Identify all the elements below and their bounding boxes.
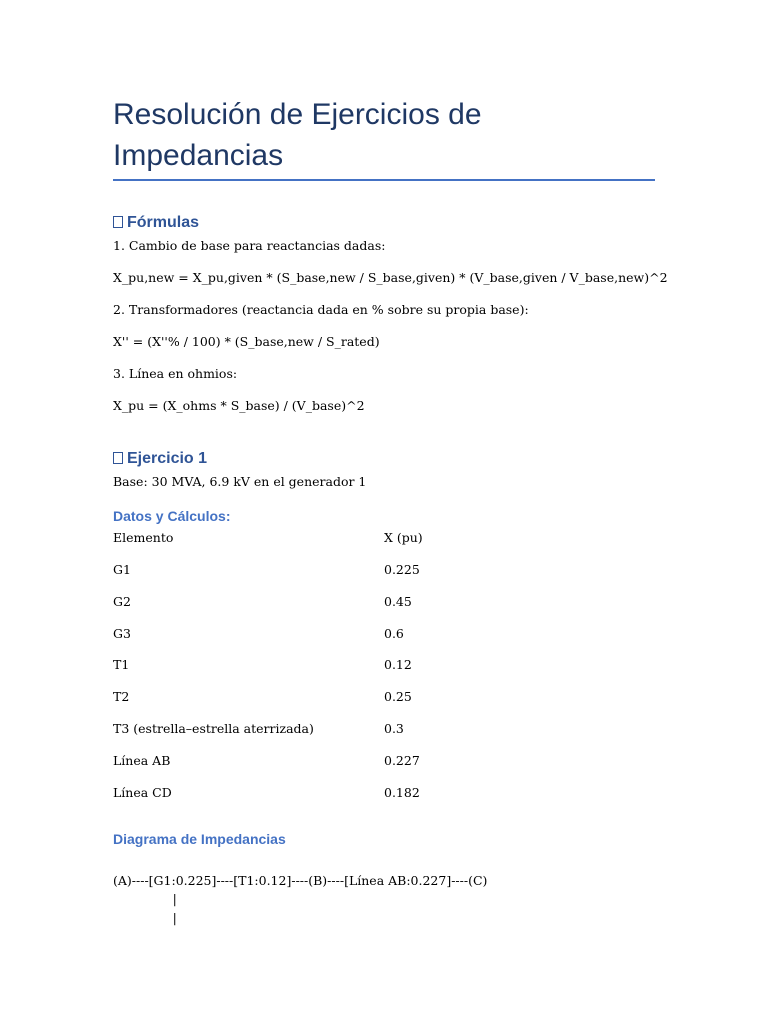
table-cell: 0.3: [384, 721, 404, 736]
formula-item: X_pu,new = X_pu,given * (S_base,new / S_base,given) * (V_base,given / V_base,new)^2: [113, 270, 668, 285]
diagram-line: |: [113, 910, 177, 925]
table-header-cell: X (pu): [384, 530, 423, 545]
emoji-placeholder-icon: [113, 452, 123, 464]
table-header-cell: Elemento: [113, 530, 174, 545]
emoji-placeholder-icon: [113, 216, 123, 228]
table-cell: 0.6: [384, 626, 404, 641]
table-cell: 0.227: [384, 753, 420, 768]
table-cell: T2: [113, 689, 130, 704]
table-cell: T1: [113, 657, 130, 672]
diagram-line: |: [113, 891, 177, 906]
page-title: Resolución de Ejercicios de Impedancias: [113, 98, 482, 172]
table-cell: 0.12: [384, 657, 412, 672]
ejercicio1-heading-text: Ejercicio 1: [127, 450, 208, 467]
formulas-heading: [113, 214, 199, 232]
table-cell: T3 (estrella–estrella aterrizada): [113, 721, 314, 736]
datos-heading: Datos y Cálculos:: [113, 508, 231, 524]
diagram-heading: Diagrama de Impedancias: [113, 831, 286, 847]
formulas-heading-text: Fórmulas: [127, 214, 200, 231]
table-cell: G3: [113, 626, 131, 641]
table-cell: 0.182: [384, 785, 420, 800]
table-cell: G2: [113, 594, 131, 609]
formula-item: 2. Transformadores (reactancia dada en % sobre su propia base):: [113, 302, 529, 317]
formula-item: X'' = (X''% / 100) * (S_base,new / S_rated): [113, 334, 380, 349]
table-cell: 0.45: [384, 594, 412, 609]
ejercicio1-heading: [113, 450, 207, 468]
table-cell: 0.225: [384, 562, 420, 577]
table-cell: Línea AB: [113, 753, 171, 768]
formula-item: X_pu = (X_ohms * S_base) / (V_base)^2: [113, 398, 365, 413]
table-cell: 0.25: [384, 689, 412, 704]
table-cell: G1: [113, 562, 131, 577]
table-cell: Línea CD: [113, 785, 172, 800]
formula-item: 1. Cambio de base para reactancias dadas:: [113, 238, 386, 253]
diagram-line: (A)----[G1:0.225]----[T1:0.12]----(B)----[Línea AB:0.227]----(C): [113, 873, 488, 888]
formula-item: 3. Línea en ohmios:: [113, 366, 238, 381]
title-underline: [113, 179, 655, 181]
base-text: Base: 30 MVA, 6.9 kV en el generador 1: [113, 474, 367, 489]
